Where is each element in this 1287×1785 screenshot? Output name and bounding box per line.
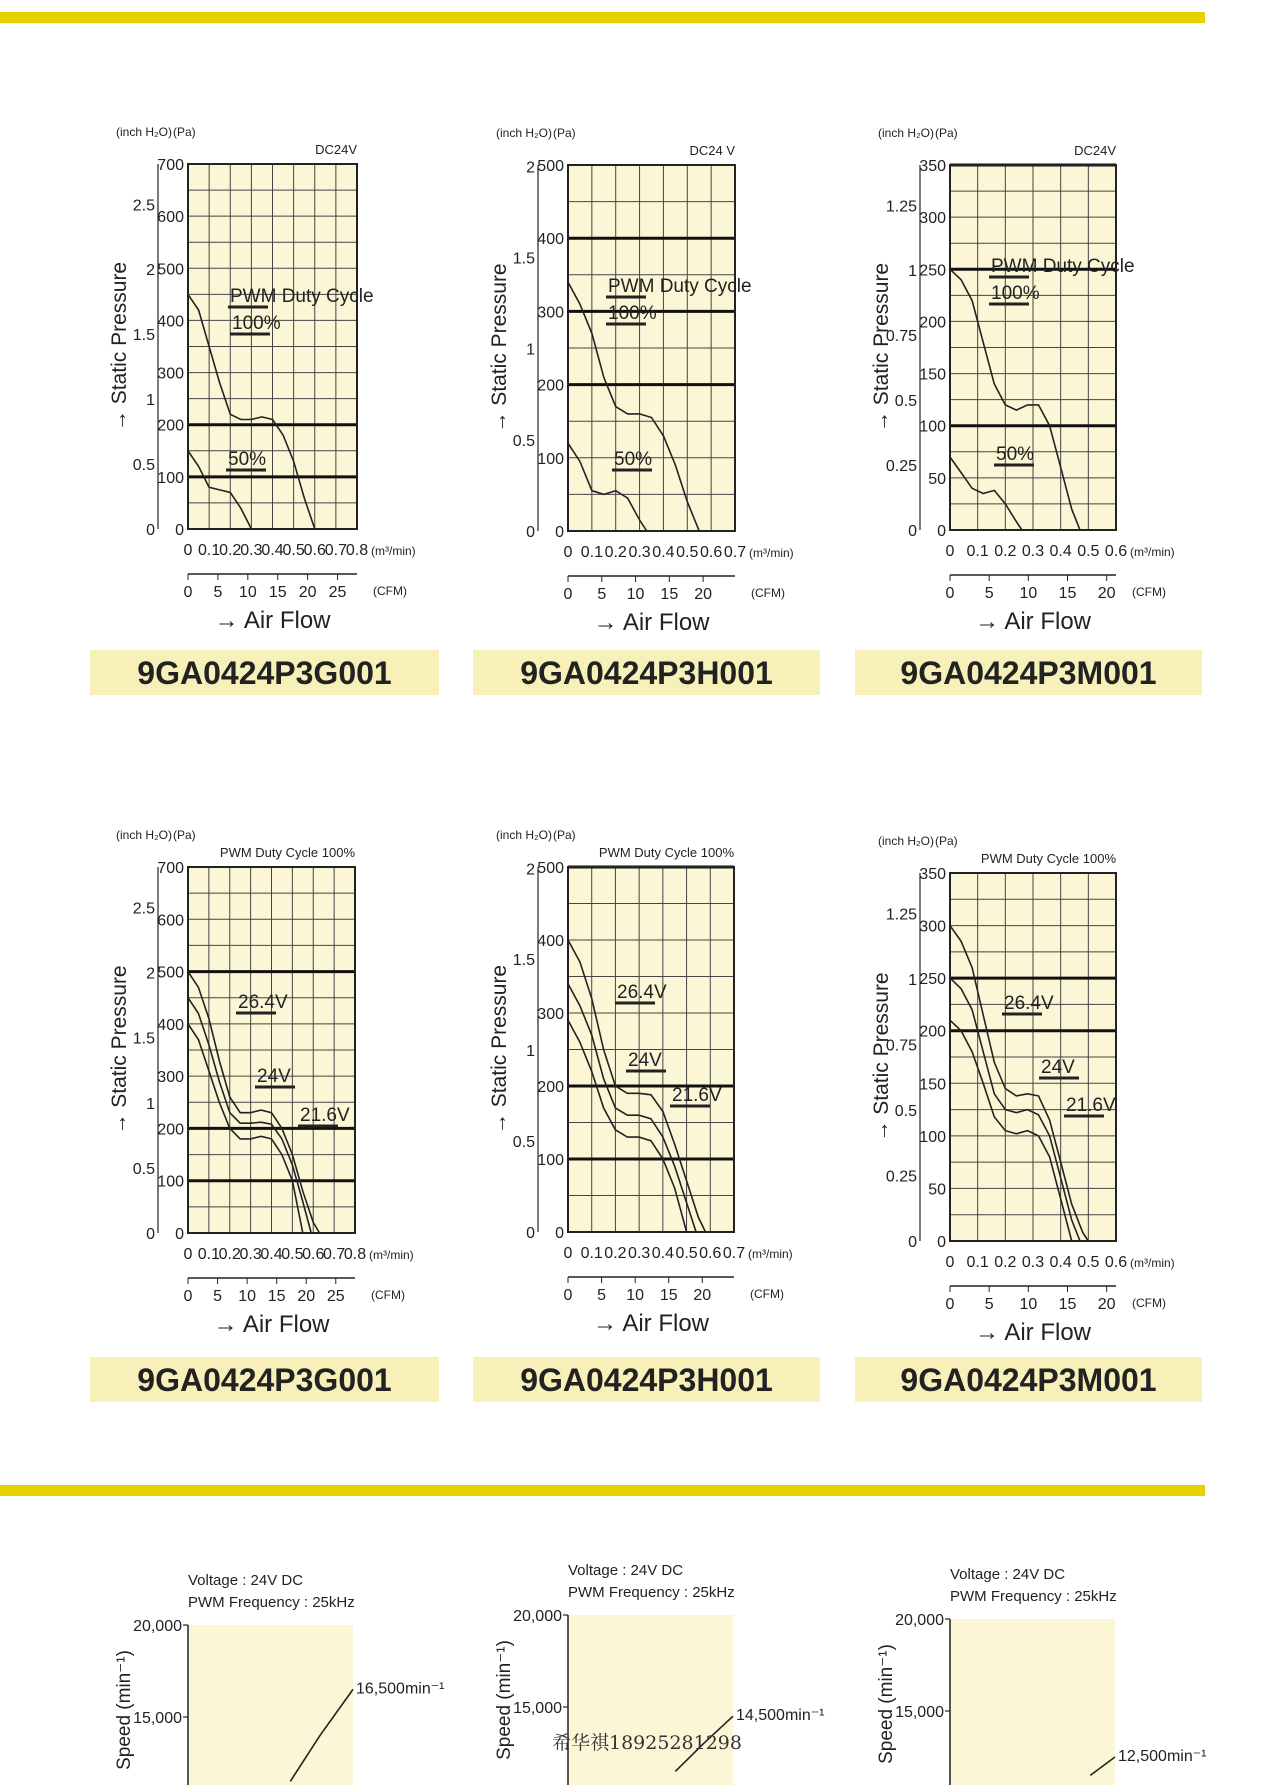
- curve-annotation-label: 24V: [628, 1050, 662, 1071]
- y-tick-label-pa: 0: [937, 523, 946, 540]
- cfm-tick-label: 5: [597, 1287, 607, 1304]
- y-tick-label-pa: 150: [919, 366, 946, 384]
- cfm-tick-label: 25: [326, 1288, 345, 1305]
- x-tick-label: 0.7: [323, 1246, 346, 1263]
- unit-inch-h2o: (inch H₂O): [496, 126, 552, 140]
- y-tick-label-inch: 1: [908, 263, 917, 281]
- unit-pa: (Pa): [935, 834, 958, 848]
- cfm-tick-label: 10: [238, 1288, 257, 1305]
- x-tick-label: 0.3: [628, 544, 651, 561]
- y-tick-label-pa: 0: [175, 1226, 184, 1243]
- y-tick-label-inch: 0: [908, 1234, 917, 1251]
- model-name: 9GA0424P3M001: [900, 655, 1157, 691]
- curve-annotation-label: 26.4V: [238, 992, 288, 1013]
- cfm-tick-label: 10: [1019, 585, 1038, 602]
- y-tick-label-pa: 300: [919, 210, 946, 228]
- x-tick-label: 0.1: [198, 542, 221, 559]
- x-tick-label: 0: [945, 1254, 955, 1271]
- speed-y-tick-label: 20,000: [895, 1612, 944, 1629]
- y-tick-label-inch: 0.25: [885, 1168, 917, 1186]
- x-axis-label: → Air Flow: [974, 608, 1092, 635]
- unit-inch-h2o: (inch H₂O): [496, 828, 552, 842]
- cfm-tick-label: 5: [213, 584, 223, 601]
- model-name: 9GA0424P3H001: [520, 655, 773, 691]
- x-tick-label: 0.8: [343, 1246, 367, 1263]
- model-name: 9GA0424P3H001: [520, 1362, 773, 1398]
- speed-plot-area: [568, 1615, 733, 1785]
- x-unit-label: (m³/min): [369, 1248, 414, 1262]
- watermark-text: 希华祺18925281298: [552, 1732, 742, 1754]
- model-name: 9GA0424P3G001: [137, 655, 392, 691]
- y-tick-label-inch: 1: [146, 1095, 155, 1113]
- x-axis-label: → Air Flow: [214, 607, 331, 634]
- y-tick-label-pa: 500: [157, 261, 184, 279]
- x-tick-label: 0.5: [1077, 543, 1100, 560]
- y-tick-label-inch: 0.5: [132, 1160, 155, 1178]
- x-tick-label: 0.2: [219, 542, 242, 559]
- y-tick-label-inch: 0: [146, 1226, 155, 1243]
- cfm-tick-label: 20: [298, 584, 317, 601]
- cfm-tick-label: 0: [945, 1296, 955, 1313]
- model-name: 9GA0424P3M001: [900, 1362, 1157, 1398]
- y-tick-label-pa: 500: [537, 158, 564, 175]
- x-tick-label: 0.2: [604, 544, 627, 561]
- cfm-tick-label: 25: [328, 584, 347, 601]
- y-tick-label-pa: 400: [537, 231, 564, 249]
- cfm-tick-label: 15: [268, 584, 287, 601]
- x-tick-label: 0: [183, 542, 193, 559]
- y-tick-label-pa: 250: [919, 262, 946, 280]
- x-tick-label: 0.6: [1104, 543, 1128, 560]
- y-tick-label-inch: 1: [908, 972, 917, 990]
- speed-note-voltage: Voltage : 24V DC: [568, 1562, 684, 1579]
- speed-plot-area: [950, 1619, 1115, 1785]
- y-tick-label-pa: 300: [919, 918, 946, 936]
- y-axis-label: → Static Pressure: [108, 261, 131, 432]
- unit-inch-h2o: (inch H₂O): [116, 828, 172, 842]
- x-tick-label: 0.5: [1077, 1254, 1100, 1271]
- cfm-tick-label: 0: [183, 584, 193, 601]
- curve-annotation-label: 50%: [228, 449, 267, 470]
- speed-end-annotation: 14,500min⁻¹: [736, 1707, 825, 1725]
- cfm-tick-label: 0: [563, 1287, 573, 1304]
- y-tick-label-inch: 0: [908, 523, 917, 540]
- unit-inch-h2o: (inch H₂O): [116, 125, 172, 139]
- speed-y-tick-label: 15,000: [513, 1700, 562, 1717]
- y-tick-label-inch: 1.5: [132, 327, 155, 345]
- curve-annotation-label: PWM Duty Cycle: [230, 286, 374, 307]
- y-tick-label-inch: 1: [146, 392, 155, 410]
- curve-annotation-label: 24V: [1041, 1057, 1075, 1078]
- y-tick-label-pa: 700: [157, 157, 184, 174]
- y-tick-label-inch: 0.25: [885, 458, 917, 476]
- x-tick-label: 0.6: [302, 1246, 325, 1263]
- y-tick-label-pa: 400: [157, 313, 184, 331]
- speed-note-voltage: Voltage : 24V DC: [188, 1572, 304, 1589]
- x-tick-label: 0.7: [723, 544, 747, 561]
- x-tick-label: 0.2: [604, 1245, 627, 1262]
- corner-label: PWM Duty Cycle 100%: [598, 845, 734, 860]
- x-tick-label: 0.4: [652, 544, 675, 561]
- curve-annotation-label: 100%: [991, 283, 1040, 304]
- x-tick-label: 0.3: [1021, 1254, 1045, 1271]
- y-tick-label-inch: 0.75: [885, 1037, 917, 1055]
- y-tick-label-pa: 300: [537, 1006, 564, 1023]
- y-tick-label-inch: 2.5: [132, 197, 155, 215]
- unit-pa: (Pa): [173, 828, 196, 842]
- x-tick-label: 0.3: [239, 1246, 262, 1263]
- y-tick-label-pa: 200: [537, 1079, 564, 1096]
- corner-label: PWM Duty Cycle 100%: [219, 845, 355, 860]
- cfm-tick-label: 15: [1058, 1296, 1077, 1313]
- y-tick-label-pa: 250: [919, 971, 946, 989]
- x-tick-label: 0.5: [675, 1245, 698, 1262]
- y-tick-label-pa: 500: [157, 964, 184, 982]
- y-tick-label-pa: 300: [537, 304, 564, 322]
- cfm-tick-label: 20: [1097, 1296, 1116, 1313]
- y-tick-label-pa: 600: [157, 209, 184, 227]
- unit-pa: (Pa): [935, 126, 958, 140]
- y-tick-label-pa: 350: [919, 158, 946, 175]
- cfm-unit-label: (CFM): [1132, 585, 1166, 599]
- x-tick-label: 0.6: [1104, 1254, 1128, 1271]
- cfm-tick-label: 20: [1097, 585, 1116, 602]
- y-tick-label-inch: 0.5: [132, 457, 155, 475]
- cfm-unit-label: (CFM): [373, 584, 407, 598]
- cfm-tick-label: 10: [626, 586, 645, 603]
- x-tick-label: 0.6: [699, 1245, 722, 1262]
- cfm-tick-label: 0: [563, 586, 573, 603]
- y-tick-label-pa: 100: [157, 469, 184, 487]
- x-tick-label: 0.7: [722, 1245, 746, 1262]
- x-tick-label: 0.1: [966, 543, 989, 560]
- cfm-tick-label: 20: [297, 1288, 316, 1305]
- unit-pa: (Pa): [553, 828, 576, 842]
- x-unit-label: (m³/min): [371, 544, 416, 558]
- y-tick-label-inch: 0.5: [512, 432, 535, 450]
- y-tick-label-pa: 0: [555, 524, 564, 541]
- y-tick-label-inch: 1.5: [512, 250, 535, 268]
- cfm-unit-label: (CFM): [1132, 1296, 1166, 1310]
- x-unit-label: (m³/min): [1130, 1256, 1175, 1270]
- speed-y-axis-label: Speed (min⁻¹): [114, 1650, 135, 1770]
- speed-end-annotation: 12,500min⁻¹: [1118, 1748, 1207, 1765]
- cfm-tick-label: 10: [1019, 1296, 1038, 1313]
- x-tick-label: 0.7: [324, 542, 347, 559]
- curve-annotation-label: 21.6V: [300, 1105, 350, 1126]
- x-unit-label: (m³/min): [1130, 545, 1175, 559]
- cfm-unit-label: (CFM): [750, 1287, 784, 1301]
- y-tick-label-inch: 0: [146, 522, 155, 539]
- x-tick-label: 0.2: [218, 1246, 241, 1263]
- x-tick-label: 0.8: [345, 542, 369, 559]
- y-tick-label-pa: 100: [537, 450, 564, 468]
- y-tick-label-pa: 200: [157, 1121, 184, 1139]
- cfm-tick-label: 0: [183, 1288, 193, 1305]
- x-axis-label: → Air Flow: [592, 1310, 710, 1337]
- cfm-tick-label: 10: [626, 1287, 645, 1304]
- curve-annotation-label: PWM Duty Cycle: [991, 256, 1135, 277]
- y-axis-label: → Static Pressure: [108, 965, 131, 1135]
- y-tick-label-pa: 100: [537, 1152, 564, 1169]
- y-tick-label-inch: 2: [146, 262, 155, 280]
- curve-annotation-label: 21.6V: [672, 1085, 722, 1106]
- speed-y-tick-label: 15,000: [895, 1704, 944, 1721]
- x-axis-label: → Air Flow: [974, 1319, 1092, 1346]
- x-tick-label: 0.1: [580, 544, 603, 561]
- y-tick-label-pa: 0: [175, 522, 184, 539]
- x-tick-label: 0.1: [197, 1246, 220, 1263]
- x-tick-label: 0: [183, 1246, 193, 1263]
- y-tick-label-pa: 100: [157, 1173, 184, 1191]
- unit-pa: (Pa): [173, 125, 196, 139]
- cfm-tick-label: 15: [659, 1287, 678, 1304]
- y-tick-label-inch: 2.5: [132, 900, 155, 918]
- corner-label: DC24 V: [689, 143, 735, 158]
- x-axis-label: → Air Flow: [593, 609, 710, 636]
- y-axis-label: → Static Pressure: [870, 262, 893, 433]
- y-tick-label-pa: 50: [928, 1181, 946, 1199]
- x-unit-label: (m³/min): [748, 1247, 793, 1261]
- speed-y-axis-label: Speed (min⁻¹): [876, 1644, 897, 1764]
- y-tick-label-pa: 100: [919, 1128, 946, 1146]
- y-tick-label-inch: 0.5: [512, 1134, 535, 1152]
- x-tick-label: 0.5: [281, 1246, 304, 1263]
- speed-note-pwm-frequency: PWM Frequency : 25kHz: [950, 1588, 1117, 1605]
- cfm-tick-label: 5: [597, 586, 607, 603]
- y-tick-label-pa: 50: [928, 470, 946, 488]
- y-tick-label-pa: 400: [157, 1016, 184, 1034]
- unit-inch-h2o: (inch H₂O): [878, 834, 934, 848]
- x-tick-label: 0.2: [994, 543, 1017, 560]
- corner-label: DC24V: [1074, 143, 1116, 158]
- cfm-tick-label: 5: [984, 1296, 994, 1313]
- x-tick-label: 0.4: [1049, 1254, 1072, 1271]
- y-tick-label-inch: 2: [146, 965, 155, 983]
- y-tick-label-pa: 200: [919, 314, 946, 332]
- x-tick-label: 0.6: [700, 544, 723, 561]
- y-tick-label-pa: 0: [937, 1234, 946, 1251]
- speed-note-pwm-frequency: PWM Frequency : 25kHz: [568, 1584, 735, 1601]
- y-tick-label-pa: 200: [157, 417, 184, 435]
- unit-pa: (Pa): [553, 126, 576, 140]
- y-tick-label-pa: 400: [537, 933, 564, 950]
- x-tick-label: 0.1: [966, 1254, 989, 1271]
- cfm-tick-label: 20: [694, 586, 713, 603]
- y-axis-label: → Static Pressure: [870, 972, 893, 1142]
- speed-end-annotation: 16,500min⁻¹: [356, 1680, 445, 1698]
- y-tick-label-inch: 0.75: [885, 328, 917, 346]
- y-tick-label-inch: 0.5: [894, 1103, 917, 1121]
- y-tick-label-inch: 0: [526, 1225, 535, 1242]
- curve-annotation-label: 50%: [996, 444, 1035, 465]
- cfm-tick-label: 15: [267, 1288, 286, 1305]
- y-tick-label-inch: 0.5: [894, 393, 917, 411]
- cfm-tick-label: 20: [693, 1287, 712, 1304]
- y-tick-label-pa: 300: [157, 1069, 184, 1087]
- y-tick-label-pa: 500: [537, 860, 564, 877]
- y-tick-label-inch: 2: [526, 159, 535, 177]
- y-tick-label-pa: 100: [919, 418, 946, 436]
- y-tick-label-inch: 1: [526, 1043, 535, 1061]
- model-name: 9GA0424P3G001: [137, 1362, 392, 1398]
- speed-y-tick-label: 20,000: [133, 1618, 182, 1635]
- curve-annotation-label: 21.6V: [1066, 1095, 1116, 1116]
- x-axis-label: → Air Flow: [213, 1311, 330, 1338]
- speed-y-tick-label: 15,000: [133, 1710, 182, 1727]
- x-tick-label: 0: [563, 1245, 573, 1262]
- y-tick-label-pa: 150: [919, 1076, 946, 1094]
- curve-annotation-label: PWM Duty Cycle: [608, 276, 752, 297]
- x-tick-label: 0.5: [282, 542, 305, 559]
- curve-annotation-label: 100%: [232, 313, 281, 334]
- speed-y-axis-label: Speed (min⁻¹): [494, 1640, 515, 1760]
- x-tick-label: 0: [945, 543, 955, 560]
- y-tick-label-pa: 200: [919, 1023, 946, 1041]
- speed-plot-area: [188, 1625, 353, 1785]
- x-tick-label: 0.3: [1021, 543, 1045, 560]
- y-tick-label-pa: 350: [919, 866, 946, 883]
- cfm-unit-label: (CFM): [751, 586, 785, 600]
- y-tick-label-inch: 2: [526, 861, 535, 879]
- curve-annotation-label: 100%: [608, 303, 657, 324]
- cfm-tick-label: 10: [238, 584, 257, 601]
- curve-annotation-label: 26.4V: [617, 982, 667, 1003]
- cfm-unit-label: (CFM): [371, 1288, 405, 1302]
- y-axis-label: → Static Pressure: [488, 964, 511, 1135]
- y-tick-label-pa: 700: [157, 860, 184, 877]
- unit-inch-h2o: (inch H₂O): [878, 126, 934, 140]
- speed-note-voltage: Voltage : 24V DC: [950, 1566, 1066, 1583]
- corner-label: DC24V: [315, 142, 357, 157]
- y-tick-label-inch: 0: [526, 524, 535, 541]
- y-tick-label-inch: 1.25: [885, 198, 917, 216]
- cfm-tick-label: 15: [1058, 585, 1077, 602]
- x-tick-label: 0.5: [676, 544, 699, 561]
- x-tick-label: 0.4: [261, 542, 284, 559]
- y-tick-label-pa: 200: [537, 377, 564, 395]
- curve-annotation-label: 24V: [257, 1066, 291, 1087]
- x-tick-label: 0: [563, 544, 573, 561]
- y-tick-label-inch: 1.5: [132, 1030, 155, 1048]
- y-tick-label-pa: 0: [555, 1225, 564, 1242]
- y-axis-label: → Static Pressure: [488, 263, 511, 433]
- speed-note-pwm-frequency: PWM Frequency : 25kHz: [188, 1594, 355, 1611]
- x-tick-label: 0.6: [303, 542, 326, 559]
- x-unit-label: (m³/min): [749, 546, 794, 560]
- x-tick-label: 0.4: [1049, 543, 1072, 560]
- y-tick-label-inch: 1.5: [512, 952, 535, 970]
- cfm-tick-label: 15: [660, 586, 679, 603]
- cfm-tick-label: 0: [945, 585, 955, 602]
- y-tick-label-inch: 1: [526, 341, 535, 359]
- x-tick-label: 0.4: [260, 1246, 283, 1263]
- speed-y-tick-label: 20,000: [513, 1608, 562, 1625]
- curve-annotation-label: 26.4V: [1004, 993, 1054, 1014]
- x-tick-label: 0.3: [240, 542, 263, 559]
- curve-annotation-label: 50%: [614, 449, 653, 470]
- corner-label: PWM Duty Cycle 100%: [980, 851, 1116, 866]
- y-tick-label-pa: 300: [157, 365, 184, 383]
- cfm-tick-label: 5: [213, 1288, 223, 1305]
- y-tick-label-pa: 600: [157, 912, 184, 930]
- x-tick-label: 0.2: [994, 1254, 1017, 1271]
- cfm-tick-label: 5: [984, 585, 994, 602]
- x-tick-label: 0.4: [651, 1245, 674, 1262]
- x-tick-label: 0.1: [580, 1245, 603, 1262]
- x-tick-label: 0.3: [628, 1245, 651, 1262]
- y-tick-label-inch: 1.25: [885, 906, 917, 924]
